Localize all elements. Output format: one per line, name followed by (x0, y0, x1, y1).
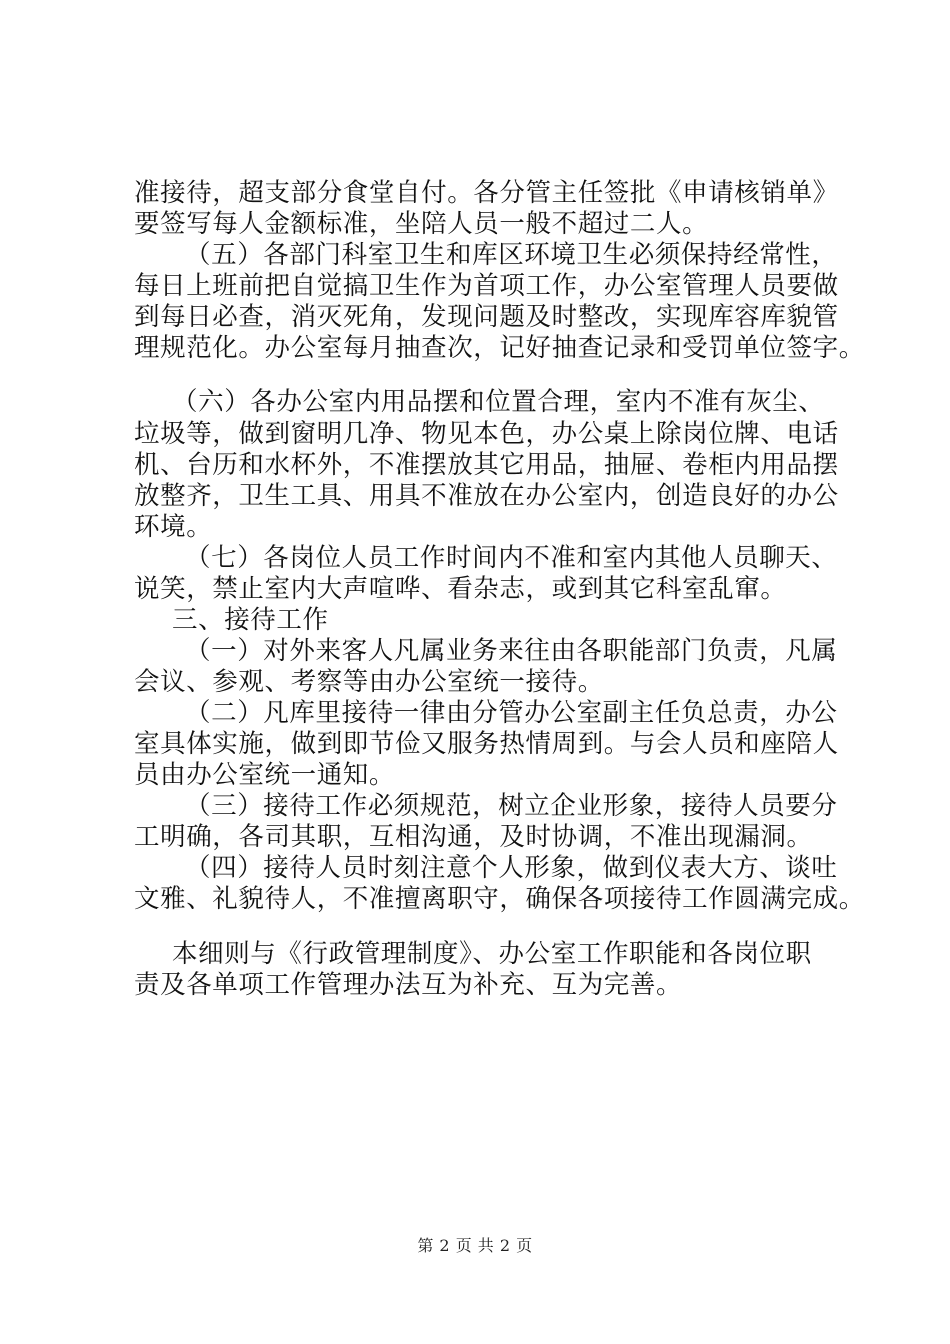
text-line: 文雅、礼貌待人，不准擅离职守，确保各项接待工作圆满完成。 (134, 884, 865, 914)
section-heading: 三、接待工作 (172, 605, 329, 635)
text-line: （五）各部门科室卫生和库区环境卫生必须保持经常性， (185, 240, 838, 270)
text-line: （六）各办公室内用品摆和位置合理，室内不准有灰尘、 (172, 387, 825, 417)
text-line: （一）对外来客人凡属业务来往由各职能部门负责，凡属 (185, 636, 838, 666)
text-line: 准接待，超支部分食堂自付。各分管主任签批《申请核销单》 (134, 178, 839, 208)
text-line: 理规范化。办公室每月抽查次，记好抽查记录和受罚单位签字。 (134, 333, 865, 363)
text-line: 本细则与《行政管理制度》、办公室工作职能和各岗位职 (172, 939, 812, 969)
text-line: 工明确，各司其职，互相沟通，及时协调，不准出现漏洞。 (134, 822, 813, 852)
text-line: （四）接待人员时刻注意个人形象，做到仪表大方、谈吐 (185, 853, 838, 883)
text-line: 机、台历和水杯外，不准摆放其它用品，抽屉、卷柜内用品摆 (134, 450, 839, 480)
text-line: 责及各单项工作管理办法互为补充、互为完善。 (134, 970, 683, 1000)
text-line: 会议、参观、考察等由办公室统一接待。 (134, 667, 604, 697)
text-line: 说笑，禁止室内大声喧哗、看杂志，或到其它科室乱窜。 (134, 574, 787, 604)
text-line: （七）各岗位人员工作时间内不准和室内其他人员聊天、 (185, 543, 838, 573)
text-line: 要签写每人金额标准，坐陪人员一般不超过二人。 (134, 209, 709, 239)
text-line: 员由办公室统一通知。 (134, 760, 396, 790)
text-line: 垃圾等，做到窗明几净、物见本色，办公桌上除岗位牌、电话 (134, 419, 839, 449)
text-line: （三）接待工作必须规范，树立企业形象，接待人员要分 (185, 791, 838, 821)
text-line: 环境。 (134, 512, 213, 542)
text-line: 室具体实施，做到即节俭又服务热情周到。与会人员和座陪人 (134, 729, 839, 759)
text-line: 放整齐，卫生工具、用具不准放在办公室内，创造良好的办公 (134, 481, 839, 511)
text-line: 每日上班前把自觉搞卫生作为首项工作，办公室管理人员要做 (134, 271, 839, 301)
text-line: （二）凡库里接待一律由分管办公室副主任负总责，办公 (185, 698, 838, 728)
page-footer: 第 2 页 共 2 页 (417, 1236, 533, 1255)
text-line: 到每日必查，消灭死角，发现问题及时整改，实现库容库貌管 (134, 302, 839, 332)
